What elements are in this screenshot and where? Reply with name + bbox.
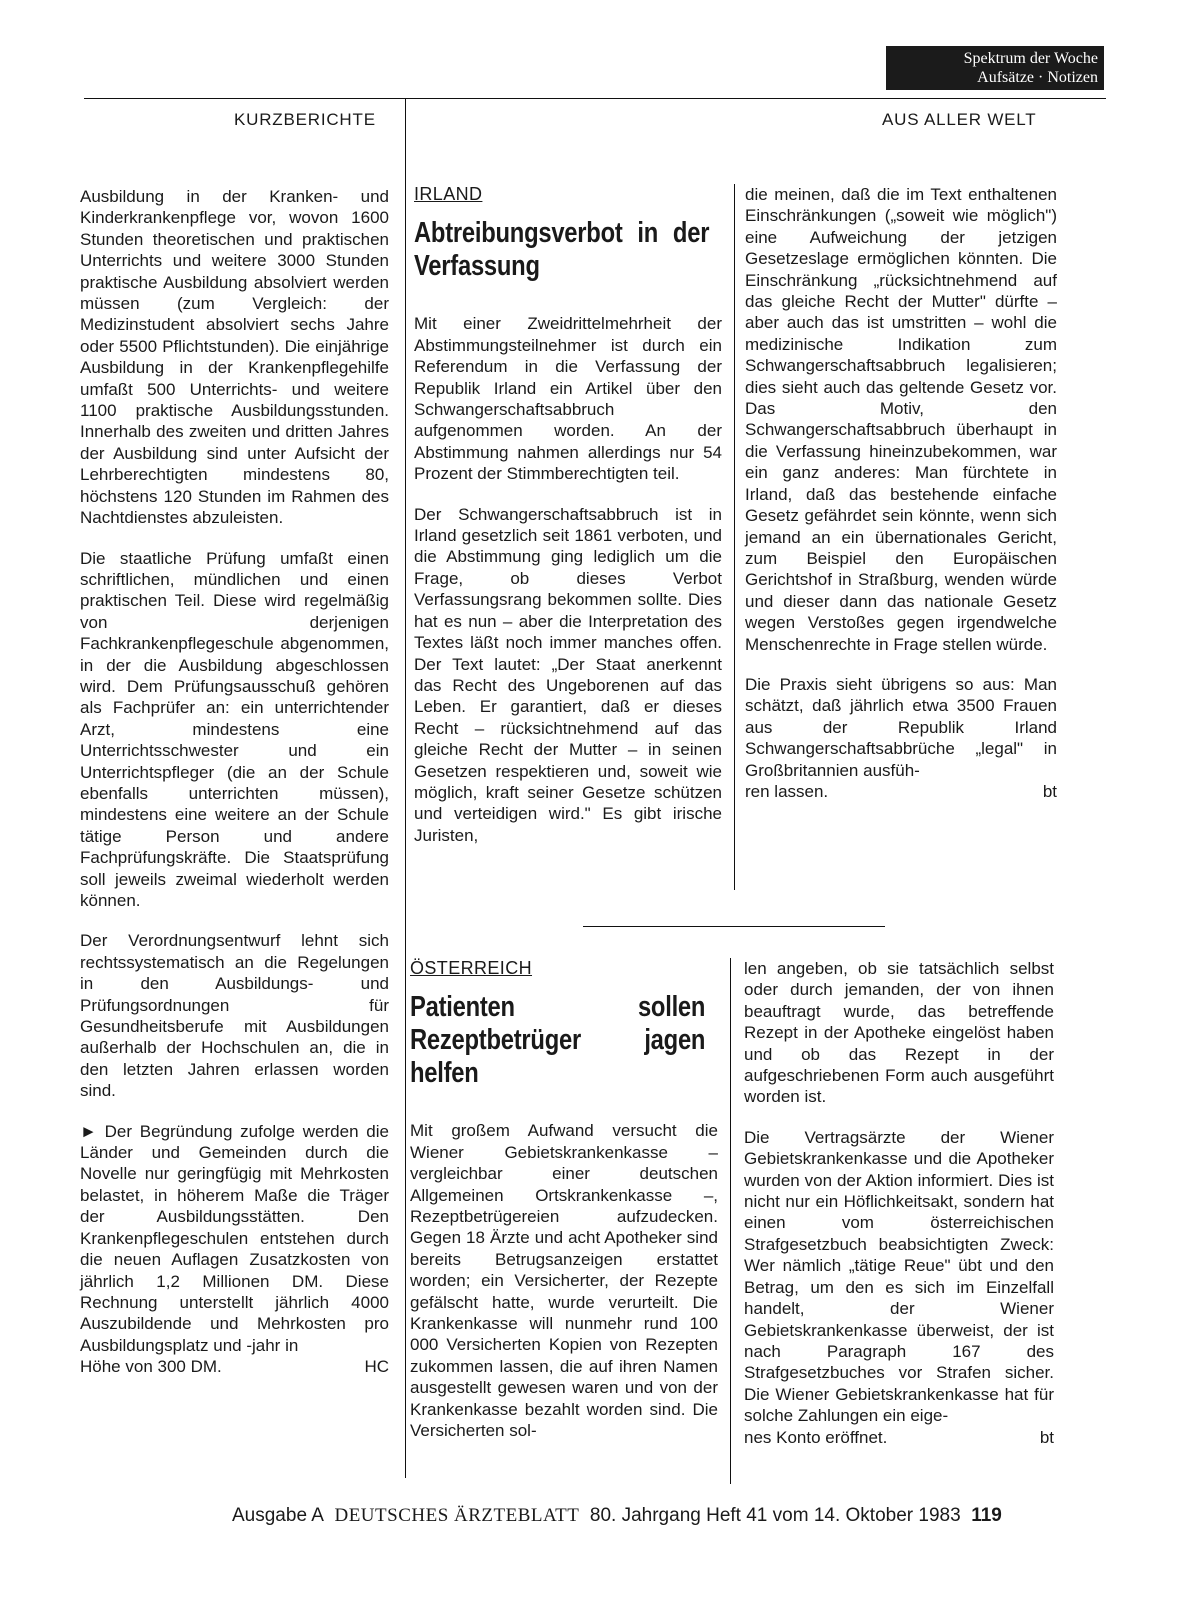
country-label: IRLAND [414, 184, 483, 204]
paragraph-last-line: ren lassen. [745, 781, 829, 801]
page-number: 119 [971, 1505, 1002, 1526]
article-irland [414, 184, 722, 846]
header-line-2: Aufsätze · Notizen [977, 69, 1098, 86]
article-separator-rule [583, 926, 885, 927]
paragraph: Ausbildung in der Kranken- und Kinderkrankenpflege vor, wovon 1600 Stunden theoretischen und praktischen Unterrichts und weitere 3000 Stunden praktische Ausbildung absolviert werden müssen (zum Vergleich: der Medizinstudent absolviert sechs Jahre oder 5500 Pflichtstunden). Die einjährige Ausbildung in der Krankenpflegehilfe umfaßt 500 Unterrichts- und weitere 1100 praktische Ausbildungsstunden. Innerhalb des zweiten und dritten Jahres der Ausbildung sind unter Aufsicht der Lehrberechtigten mindestens 80, höchstens 120 Stunden im Rahmen des Nachtdienstes abzuleisten. [80, 187, 389, 528]
article-oesterreich [410, 958, 718, 1442]
paragraph: Der Verordnungsentwurf lehnt sich rechtssystematisch an die Regelungen in den Ausbildungs- und Prüfungsordnungen für Gesundheitsberufe mit Ausbildungen außerhalb der Hochschulen an, die in den letzten Jahren erlassen worden sind. [80, 931, 389, 1101]
article-headline: Patienten sollen Rezeptbetrüger jagen helfen [410, 991, 706, 1090]
top-rule [84, 98, 1106, 99]
paragraph-end-row [745, 781, 1057, 802]
section-header-box [886, 46, 1104, 90]
column-divider-irland [734, 184, 735, 890]
header-line-1: Spektrum der Woche [963, 50, 1098, 67]
page-footer [232, 1505, 1002, 1527]
footer-edition: Ausgabe A [232, 1505, 324, 1526]
footer-journal: DEUTSCHES ÄRZTEBLATT [334, 1505, 580, 1526]
paragraph: die meinen, daß die im Text enthaltenen Einschränkungen („soweit wie möglich") eine Aufweichung der jetzigen Gesetzeslage ermöglichen könnten. Die Einschränkung „rücksichtnehmend auf das gleiche Recht der Mutter" dürfte – aber auch das ist umstritten – wohl die medizinische Indikation zum Schwangerschaftsabbruch legalisieren; dies sieht auch das geltende Gesetz vor. Das Motiv, den Schwangerschaftsabbruch überhaupt in die Verfassung hineinzubekommen, war ein ganz anderes: Man fürchtete in Irland, daß das bestehende einfache Gesetz gefährdet sein könnte, wenn sich jemand an ein übernationales Gericht, zum Beispiel den Europäischen Gerichtshof in Straßburg, wenden würde und dieser dann das nationale Gesetz wegen Verstoßes gegen irgendwelche Menschenrechte in Frage stellen würde. [745, 185, 1057, 654]
paragraph: Der Schwangerschaftsabbruch ist in Irland gesetzlich seit 1861 verboten, und die Abstimmung ging lediglich um die Frage, ob dieses Verbot Verfassungsrang bekommen sollte. Dies hat es nun – aber die Interpretation des Textes läßt noch immer manches offen. Der Text lautet: „Der Staat anerkennt das Recht des Ungeborenen auf das Leben. Er garantiert, daß er dieses Recht – rücksichtnehmend auf das gleiche Recht der Mutter – in seinen Gesetzen respektieren und, soweit wie möglich, kraft seiner Gesetze schützen und verteidigen wird." Es gibt irische Juristen, [414, 504, 722, 845]
paragraph-end-row [744, 1427, 1054, 1448]
column-divider-left [405, 98, 406, 1478]
paragraph: Die staatliche Prüfung umfaßt einen schriftlichen, mündlichen und einen praktischen Teil. Diese wird regelmäßig von derjenigen Fachkrankenpflegeschule abgenommen, in der die Ausbildung abgeschlossen wird. Dem Prüfungsausschuß gehören als Fachprüfer an: ein unterrichtender Arzt, mindestens eine Unterrichtsschwester und ein Unterrichtspfleger (die an der Schule ebenfalls unterrichten müssen), mindestens eine weitere an der Schule tätige Person und andere Fachprüfungskräfte. Die Staatsprüfung soll jeweils zweimal wiederholt werden können. [80, 548, 389, 910]
paragraph-last-line: nes Konto eröffnet. [744, 1427, 888, 1447]
column-kurzberichte [80, 186, 389, 1378]
country-label: ÖSTERREICH [410, 958, 533, 978]
paragraph-last-line: Höhe von 300 DM. [80, 1357, 222, 1377]
paragraph: Die Vertragsärzte der Wiener Gebietskrankenkasse und die Apotheker wurden von der Aktion informiert. Dies ist nicht nur ein Höflichkeitsakt, sondern hat einen vom österreichischen Strafgesetzbuch beabsichtigten Zweck: Wer nämlich „tätige Reue" übt und den Betrag, um den es sich im Einzelfall handelt, der Wiener Gebietskrankenkasse überweist, der ist nach Paragraph 167 des Strafgesetzbuches vor Strafen sicher. Die Wiener Gebietskrankenkasse hat für solche Zahlungen ein eige- [744, 1127, 1054, 1426]
article-oesterreich-continued [744, 958, 1054, 1448]
paragraph: Die Praxis sieht übrigens so aus: Man schätzt, daß jährlich etwa 3500 Frauen aus der Republik Irland Schwangerschaftsabbrüche „legal" in Großbritannien ausfüh- [745, 674, 1057, 780]
section-label-kurzberichte: KURZBERICHTE [234, 110, 376, 129]
article-irland-continued [745, 184, 1057, 802]
author-signature: bt [1042, 781, 1057, 801]
paragraph-end-row [80, 1356, 389, 1377]
author-signature: HC [364, 1357, 389, 1377]
paragraph: Mit einer Zweidrittelmehrheit der Abstimmungsteilnehmer ist durch ein Referendum in die Verfassung der Republik Irland ein Artikel über den Schwangerschaftsabbruch aufgenommen worden. An der Abstimmung nahmen allerdings nur 54 Prozent der Stimmberechtigten teil. [414, 314, 722, 484]
paragraph: Mit großem Aufwand versucht die Wiener Gebietskrankenkasse – vergleichbar einer deutschen Allgemeinen Ortskrankenkasse –, Rezeptbetrügereien aufzudecken. Gegen 18 Ärzte und acht Apotheker sind bereits Betrugsanzeigen erstattet worden; ein Versicherter, der Rezepte gefälscht hatte, wurde verurteilt. Die Krankenkasse will nunmehr rund 100 000 Versicherten Kopien von Rezepten zukommen lassen, die auf ihren Namen ausgestellt gewesen waren und von der Krankenkasse bezahlt worden sind. Die Versicherten sol- [410, 1121, 718, 1441]
footer-issue: 80. Jahrgang Heft 41 vom 14. Oktober 1983 [589, 1505, 961, 1526]
article-headline: Abtreibungsverbot in der Verfassung [414, 217, 710, 283]
column-divider-oesterreich [730, 958, 731, 1484]
paragraph: ► Der Begründung zufolge werden die Länder und Gemeinden durch die Novelle nur geringfügig mit Mehrkosten belastet, in höherem Maße die Träger der Ausbildungsstätten. Den Krankenpflegeschulen entstehen durch die neuen Auflagen Zusatzkosten von jährlich 1,2 Millionen DM. Diese Rechnung unterstellt jährlich 4000 Auszubildende und Mehrkosten pro Ausbildungsplatz und -jahr in [80, 1121, 389, 1355]
paragraph: len angeben, ob sie tatsächlich selbst oder durch jemanden, der von ihnen beauftragt wurde, das betreffende Rezept in der Apotheke eingelöst haben und ob das Rezept in der aufgeschriebenen Form auch ausgeführt worden ist. [744, 959, 1054, 1107]
section-label-aus-aller-welt: AUS ALLER WELT [882, 110, 1037, 129]
author-signature: bt [1039, 1427, 1054, 1447]
